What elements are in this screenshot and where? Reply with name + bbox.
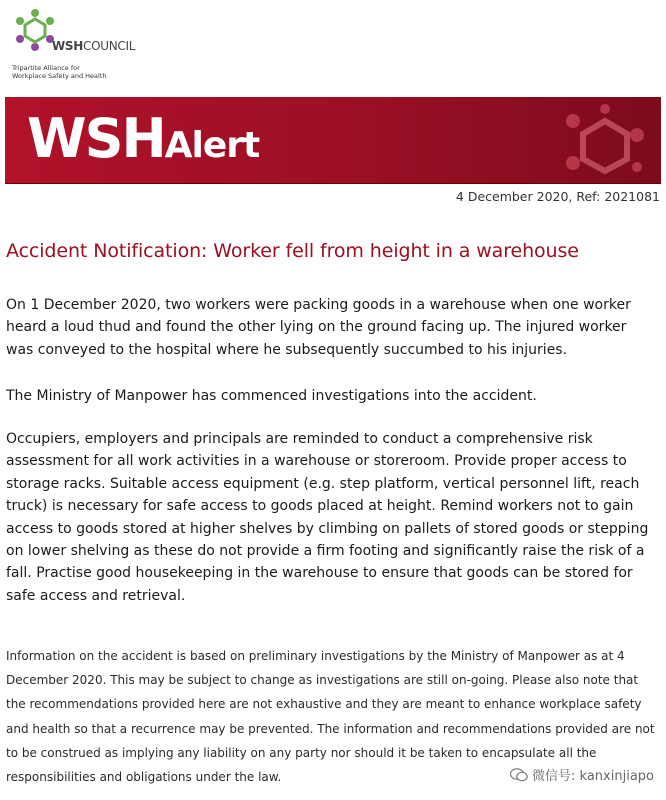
paragraph-recommendations: Occupiers, employers and principals are reminded to conduct a comprehensive risk assessment for all work activities in a warehouse or storeroom. Provide proper access to storage racks. Suitable access equipment (e.g. step platform, vertical personnel lift, reach truck) is necessary for safe access to goods placed at height. Remind workers not to gain access to goods stored at higher shelves by climbing on pallets of stored goods or stepping on lower shelving as these do not provide a firm footing and significantly raise the risk of a fall. Practise good housekeeping in the warehouse to ensure that goods can be stored for safe access and retrieval.	[6, 431, 649, 604]
paragraph-incident: On 1 December 2020, two workers were packing goods in a warehouse when one worker heard a loud thud and found the other lying on the ground facing up. The injured worker was conveyed to the hospital where he subsequently succumbed to his injuries.	[6, 297, 631, 358]
watermark-text: 微信号: kanxinjiapo	[532, 769, 654, 784]
banner-title: WSHAlert	[27, 107, 260, 170]
wechat-watermark	[510, 765, 654, 784]
banner-emblem-icon	[545, 101, 655, 181]
wsh-council-logo	[12, 8, 162, 78]
alert-reference: 4 December 2020, Ref: 2021081	[455, 189, 660, 204]
council-tagline: Tripartite Alliance for Workplace Safety and Health	[12, 64, 107, 80]
wechat-icon	[510, 768, 528, 782]
disclaimer: Information on the accident is based on preliminary investigations by the Ministry of Manpower as at 4 December 2020. This may be subject to change as investigations are still on-going. Please also note that the recommendations provided here are not exhaustive and they are meant to enhance workplace safety and health so that a recurrence may be prevented. The information and recommendations provided are not to be construed as implying any liability on any party nor should it be taken to encapsulate all the responsibilities and obligations under the law.	[6, 649, 655, 785]
paragraph-investigation: The Ministry of Manpower has commenced investigations into the accident.	[6, 388, 537, 404]
headline: Accident Notification: Worker fell from height in a warehouse	[6, 240, 579, 262]
wsh-alert-banner	[5, 97, 661, 184]
council-wordmark: WSHCOUNCIL	[52, 39, 136, 53]
